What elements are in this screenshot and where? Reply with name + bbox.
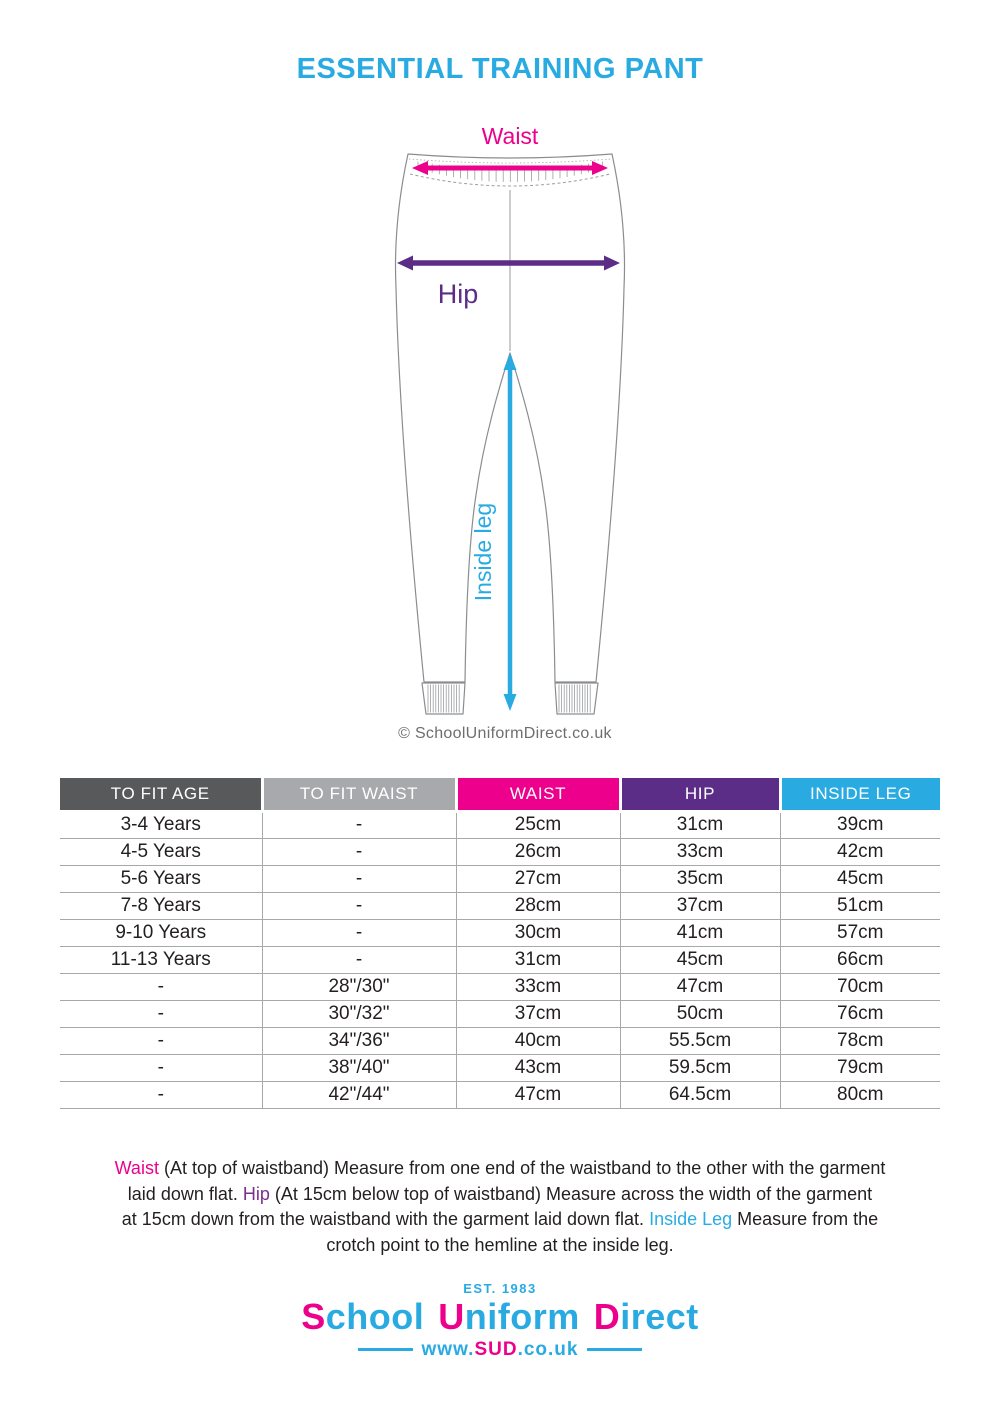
column-header: INSIDE LEG <box>780 778 940 811</box>
instruction-segment: crotch point to the hemline at the inside leg. <box>326 1234 674 1255</box>
table-cell: 45cm <box>780 865 940 892</box>
table-cell: 41cm <box>620 919 780 946</box>
table-cell: 66cm <box>780 946 940 973</box>
logo-word: School <box>301 1296 425 1337</box>
page-title: ESSENTIAL TRAINING PANT <box>296 53 704 85</box>
inside-leg-arrowhead-bottom <box>504 694 517 711</box>
table-row <box>60 1027 940 1054</box>
table-cell: 80cm <box>780 1081 940 1108</box>
inside-leg-measure-label: Inside leg <box>470 502 496 602</box>
table-row <box>60 973 940 1000</box>
table-cell: 9-10 Years <box>60 919 262 946</box>
column-header: TO FIT AGE <box>60 778 262 811</box>
table-cell: 34"/36" <box>262 1027 456 1054</box>
table-cell: 7-8 Years <box>60 892 262 919</box>
table-cell: - <box>262 865 456 892</box>
size-table <box>60 778 940 1109</box>
table-cell: 38"/40" <box>262 1054 456 1081</box>
table-cell: 3-4 Years <box>60 811 262 838</box>
table-row <box>60 1054 940 1081</box>
table-cell: - <box>262 892 456 919</box>
instruction-segment: Inside Leg <box>649 1209 733 1229</box>
table-cell: 78cm <box>780 1027 940 1054</box>
table-cell: 42"/44" <box>262 1081 456 1108</box>
instruction-segment: laid down flat. <box>127 1183 243 1204</box>
table-cell: 64.5cm <box>620 1081 780 1108</box>
instruction-segment: (At top of waistband) Measure from one end of the waistband to the other with the garment <box>158 1158 886 1178</box>
table-cell: - <box>262 838 456 865</box>
table-row <box>60 1000 940 1027</box>
table-cell: - <box>262 919 456 946</box>
table-cell: 4-5 Years <box>60 838 262 865</box>
column-header: HIP <box>620 778 780 811</box>
table-cell: - <box>262 946 456 973</box>
table-row <box>60 919 940 946</box>
logo-url <box>422 1339 579 1361</box>
logo-word: Direct <box>593 1296 699 1337</box>
instruction-segment: Measure from the <box>732 1209 879 1229</box>
table-cell: 28"/30" <box>262 973 456 1000</box>
table-cell: 31cm <box>620 811 780 838</box>
table-cell: 76cm <box>780 1000 940 1027</box>
table-cell: 35cm <box>620 865 780 892</box>
waist-measure-label: Waist <box>481 123 539 149</box>
brand-logo <box>0 1281 1000 1361</box>
logo-url-row <box>0 1339 1000 1361</box>
table-cell: 45cm <box>620 946 780 973</box>
table-row <box>60 1081 940 1108</box>
table-cell: 47cm <box>456 1081 620 1108</box>
table-cell: 31cm <box>456 946 620 973</box>
table-cell: 55.5cm <box>620 1027 780 1054</box>
table-cell: 50cm <box>620 1000 780 1027</box>
hip-measure-label: Hip <box>437 279 479 309</box>
table-cell: 27cm <box>456 865 620 892</box>
table-cell: 40cm <box>456 1027 620 1054</box>
logo-dash-left <box>358 1348 413 1351</box>
table-cell: 47cm <box>620 973 780 1000</box>
column-header: TO FIT WAIST <box>262 778 456 811</box>
table-cell: 30cm <box>456 919 620 946</box>
table-cell: 57cm <box>780 919 940 946</box>
table-header-row <box>60 778 940 811</box>
pant-diagram <box>340 120 660 760</box>
table-cell: 25cm <box>456 811 620 838</box>
instruction-segment: Hip <box>242 1183 270 1204</box>
logo-url-prefix: www. <box>421 1338 475 1360</box>
table-cell: 5-6 Years <box>60 865 262 892</box>
table-cell: - <box>262 811 456 838</box>
table-cell: 30"/32" <box>262 1000 456 1027</box>
table-cell: 59.5cm <box>620 1054 780 1081</box>
table-cell: - <box>60 1081 262 1108</box>
table-cell: - <box>60 973 262 1000</box>
logo-url-suffix: .co.uk <box>517 1338 579 1360</box>
table-cell: 26cm <box>456 838 620 865</box>
table-cell: 43cm <box>456 1054 620 1081</box>
instruction-segment: Waist <box>114 1158 159 1178</box>
table-row <box>60 946 940 973</box>
logo-word: Uniform <box>438 1296 580 1337</box>
logo-wordmark <box>0 1297 1000 1337</box>
table-cell: 37cm <box>456 1000 620 1027</box>
column-header: WAIST <box>456 778 620 811</box>
table-row <box>60 892 940 919</box>
table-cell: 51cm <box>780 892 940 919</box>
table-cell: 79cm <box>780 1054 940 1081</box>
table-cell: 70cm <box>780 973 940 1000</box>
table-cell: 28cm <box>456 892 620 919</box>
diagram-copyright: © SchoolUniformDirect.co.uk <box>398 725 612 742</box>
table-cell: - <box>60 1000 262 1027</box>
logo-url-highlight: SUD <box>474 1338 518 1360</box>
table-cell: 39cm <box>780 811 940 838</box>
logo-established: EST. 1983 <box>463 1281 537 1296</box>
size-table-body <box>60 811 940 1108</box>
instruction-segment: at 15cm down from the waistband with the garment laid down flat. <box>121 1209 650 1229</box>
table-cell: 37cm <box>620 892 780 919</box>
table-row <box>60 838 940 865</box>
table-cell: - <box>60 1027 262 1054</box>
logo-dash-right <box>587 1348 642 1351</box>
table-row <box>60 811 940 838</box>
table-cell: 33cm <box>620 838 780 865</box>
table-row <box>60 865 940 892</box>
table-cell: 33cm <box>456 973 620 1000</box>
measurement-instructions <box>60 1156 940 1258</box>
table-cell: 11-13 Years <box>60 946 262 973</box>
instruction-segment: (At 15cm below top of waistband) Measure across the width of the garment <box>269 1183 873 1204</box>
table-cell: - <box>60 1054 262 1081</box>
table-cell: 42cm <box>780 838 940 865</box>
